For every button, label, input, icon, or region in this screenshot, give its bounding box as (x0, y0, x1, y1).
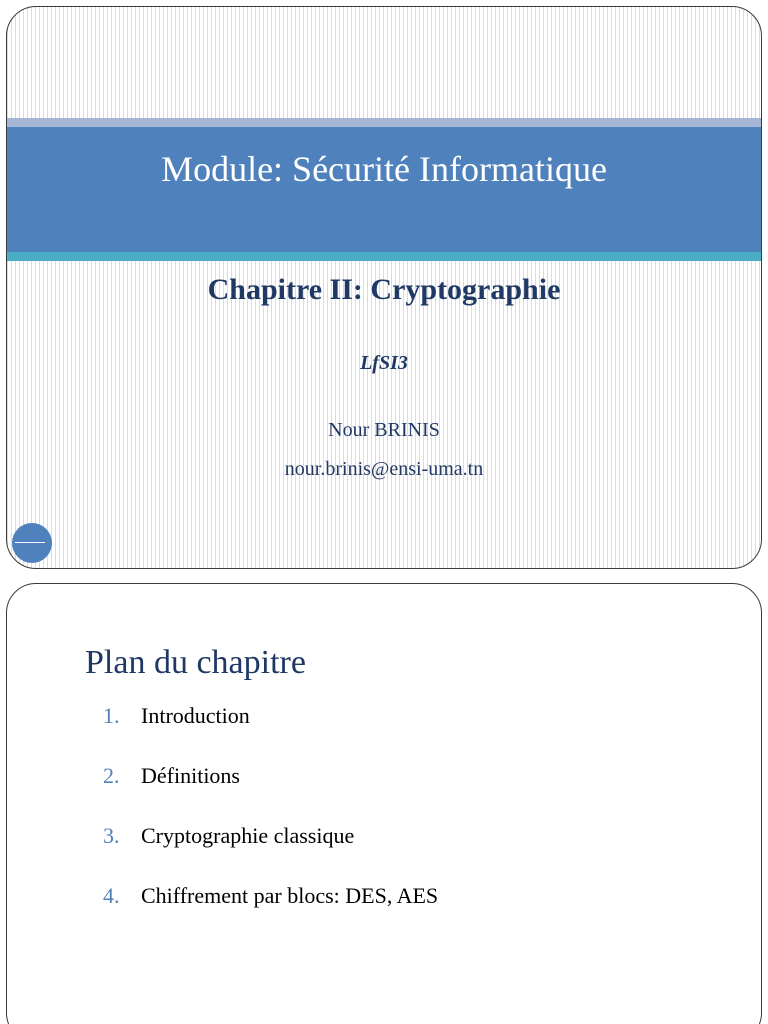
plan-list (103, 701, 438, 941)
chapter-title: Chapitre II: Cryptographie (207, 273, 561, 306)
course-code: LfSI3 (360, 352, 408, 374)
list-item-label: Chiffrement par blocs: DES, AES (141, 883, 439, 908)
list-item (103, 821, 438, 881)
list-item-number: 1. (103, 703, 120, 728)
list-item (103, 881, 438, 941)
list-item (103, 761, 438, 821)
slide-number-divider (15, 542, 45, 543)
module-title: Module: Sécurité Informatique (161, 149, 607, 189)
author-email: nour.brinis@ensi-uma.tn (284, 458, 484, 480)
list-item-label: Cryptographie classique (141, 823, 355, 848)
slide-number-badge (8, 523, 52, 563)
top-accent-band (7, 118, 761, 127)
title-slide (6, 6, 762, 569)
bottom-accent-band (7, 252, 761, 261)
plan-slide (6, 583, 762, 1024)
plan-title: Plan du chapitre (85, 644, 306, 681)
list-item-label: Introduction (141, 703, 250, 728)
list-item-number: 3. (103, 823, 120, 848)
author-name: Nour BRINIS (328, 419, 440, 441)
list-item-label: Définitions (141, 763, 240, 788)
slide-number: 1 (8, 536, 13, 545)
list-item (103, 701, 438, 761)
list-item-number: 4. (103, 883, 120, 908)
list-item-number: 2. (103, 763, 120, 788)
